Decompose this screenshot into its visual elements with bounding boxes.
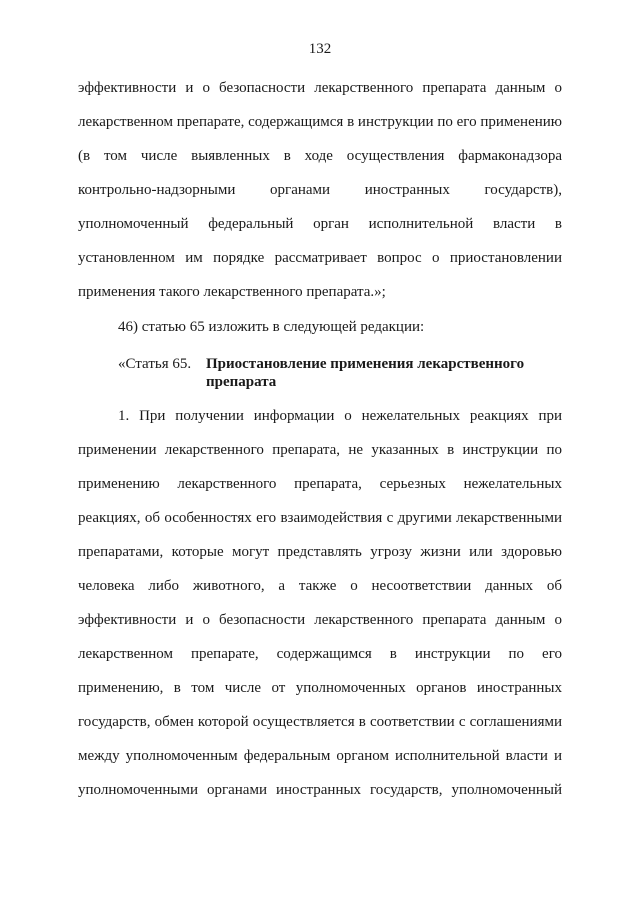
article-title: Приостановление применения лекарственного препарата (206, 356, 525, 390)
page-number: 132 (308, 41, 332, 57)
text-line: эффективности и о безопасности лекарственного препарата данным о (78, 612, 562, 628)
text-line: контрольно-надзорными органами иностранных государств), (78, 182, 562, 198)
text-line: применении лекарственного препарата, не указанных в инструкции по (78, 442, 562, 458)
text-line: применению, в том числе от уполномоченных органов иностранных (78, 680, 562, 696)
article-number: «Статья 65. (118, 356, 192, 372)
article-body (78, 406, 562, 814)
text-line: лекарственном препарате, содержащимся в инструкции по его применению (78, 114, 562, 130)
text-line: эффективности и о безопасности лекарственного препарата данным о (78, 80, 562, 96)
text-line: препаратами, которые могут представлять угрозу жизни или здоровью (78, 544, 562, 560)
text-line: применения такого лекарственного препарата.»; (78, 284, 386, 300)
text-line: уполномоченными органами иностранных государств, уполномоченный (78, 782, 562, 798)
text-line: уполномоченный федеральный орган исполнительной власти в (78, 216, 562, 232)
text-line: 1. При получении информации о нежелательных реакциях при (118, 408, 562, 424)
text-line: лекарственном препарате, содержащимся в инструкции по его (78, 646, 562, 662)
text-line: (в том числе выявленных в ходе осуществления фармаконадзора (78, 148, 562, 164)
paragraph-continuation (78, 78, 562, 316)
text-line: между уполномоченным федеральным органом исполнительной власти и (78, 748, 562, 764)
text-line: установленном им порядке рассматривает вопрос о приостановлении (78, 250, 562, 266)
text-line: человека либо животного, а также о несоответствии данных об (78, 578, 562, 594)
amendment-paragraph (78, 317, 562, 351)
text-line: 46) статью 65 изложить в следующей редакции: (118, 319, 425, 335)
text-line: применению лекарственного препарата, серьезных нежелательных (78, 476, 562, 492)
text-line: государств, обмен которой осуществляется в соответствии с соглашениями (78, 714, 562, 730)
text-line: реакциях, об особенностях его взаимодействия с другими лекарственными (78, 510, 562, 526)
